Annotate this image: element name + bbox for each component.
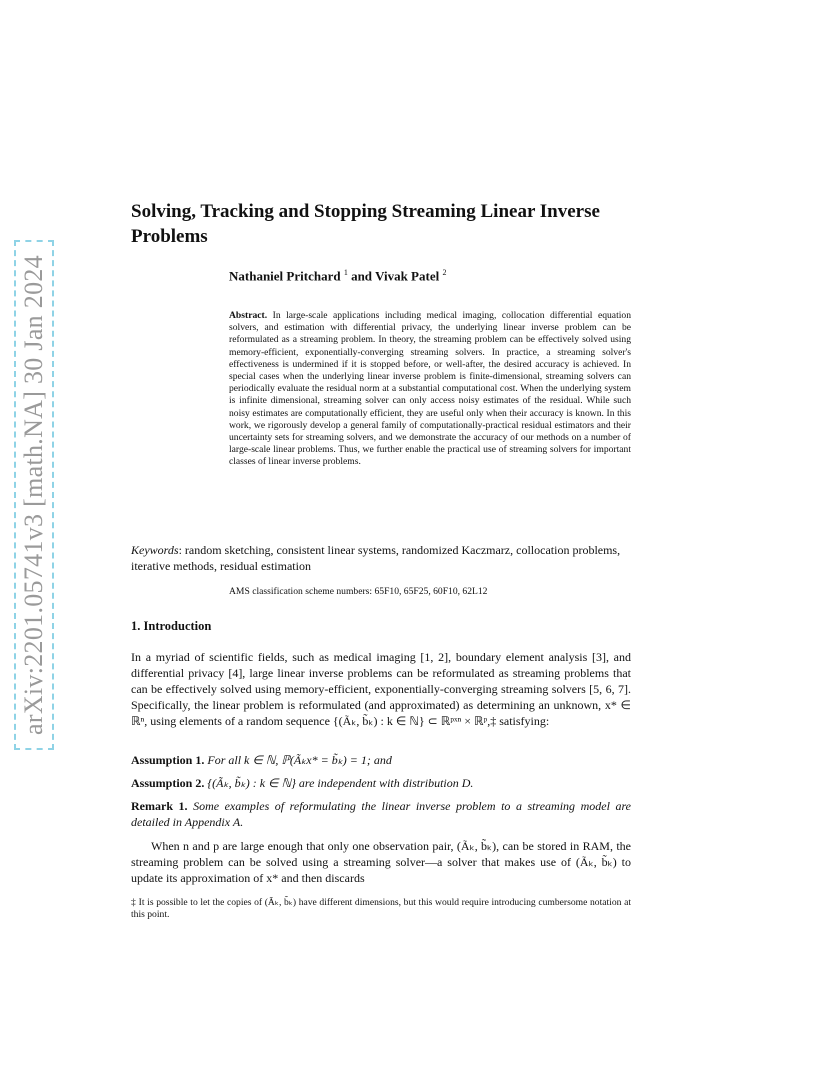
arxiv-stamp — [14, 240, 54, 750]
author-2-affiliation: 2 — [442, 268, 447, 277]
assumption-2 — [131, 775, 631, 791]
abstract — [229, 310, 631, 469]
paper-title: Solving, Tracking and Stopping Streaming Linear Inverse Problems — [131, 201, 600, 247]
intro-paragraph: In a myriad of scientific fields, such as medical imaging [1, 2], boundary element analysis [3], and differential privacy [4], large linear inverse problems can be reformulated as streaming problems that can be effectively solved using memory-efficient, exponentially-converging streaming solvers [5, 6, 7]. Specifically, the linear problem is reformulated (and approximated) as determining an unknown, x* ∈ ℝⁿ, using elements of a random sequence {(Ãₖ, b̃ₖ) : k ∈ ℕ} ⊂ ℝᵖˣⁿ × ℝᵖ,‡ satisfying: — [131, 650, 631, 728]
abstract-label: Abstract. — [229, 310, 268, 321]
assumption-1-text: For all k ∈ ℕ, ℙ(Ãₖx* = b̃ₖ) = 1; and — [207, 753, 392, 767]
abstract-text: In large-scale applications including medical imaging, collocation differential equation solvers, and estimation with differential privacy, the underlying linear inverse problem can be reformulated as a streaming problem. In theory, the streaming problem can be effectively solved using memory-efficient, exponentially-converging streaming solvers. In practice, a streaming solver's effectiveness is undermined if it is stopped before, or well-after, the desired accuracy is achieved. In special cases when the underlying linear inverse problem is finite-dimensional, streaming solvers can periodically evaluate the residual norm at a substantial computational cost. When the underlying system is infinite dimensional, streaming solver can only access noisy estimates of the residual. While such noisy estimates are computationally efficient, they are useful only when their accuracy is known. In this work, we rigorously develop a general family of computationally-practical residual estimators and their uncertainty sets for streaming solvers, and we demonstrate the accuracy of our methods on a number of large-scale linear problems. Thus, we further enable the practical use of streaming solvers for important classes of linear inverse problems. — [229, 310, 631, 468]
assumption-2-label: Assumption 2. — [131, 776, 205, 790]
author-line — [229, 268, 649, 284]
keywords-label: Keywords — [131, 543, 179, 557]
assumption-2-text: {(Ãₖ, b̃ₖ) : k ∈ ℕ} are independent with distribution D. — [207, 776, 474, 790]
keywords-text: : random sketching, consistent linear systems, randomized Kaczmarz, collocation problems, iterative methods, residual estimation — [131, 543, 621, 573]
author-1: Nathaniel Pritchard — [229, 268, 341, 284]
remark-1 — [131, 798, 631, 830]
footnote: ‡ It is possible to let the copies of (Ãₖ, b̃ₖ) have different dimensions, but this would require introducing cumbersome notation at this point. — [131, 897, 631, 920]
remark-1-label: Remark 1. — [131, 799, 188, 813]
author-1-affiliation: 1 — [343, 268, 348, 277]
second-paragraph: When n and p are large enough that only one observation pair, (Ãₖ, b̃ₖ), can be stored in RAM, the streaming problem can be solved using a streaming solver—a solver that makes use of (Ãₖ, b̃ₖ) to update its approximation of x* and then discards — [131, 839, 631, 885]
remark-1-text: Some examples of reformulating the linear inverse problem to a streaming model are detailed in Appendix A. — [131, 799, 631, 829]
section-heading-introduction: 1. Introduction — [131, 619, 212, 633]
assumption-1-label: Assumption 1. — [131, 753, 205, 767]
author-connector: and — [351, 268, 373, 284]
keywords — [131, 542, 631, 574]
assumption-1 — [131, 752, 631, 768]
ams-classification: AMS classification scheme numbers: 65F10, 65F25, 60F10, 62L12 — [229, 586, 488, 597]
author-2: Vivak Patel — [375, 268, 440, 284]
arxiv-stamp-text: arXiv:2201.05741v3 [math.NA] 30 Jan 2024 — [19, 255, 48, 735]
